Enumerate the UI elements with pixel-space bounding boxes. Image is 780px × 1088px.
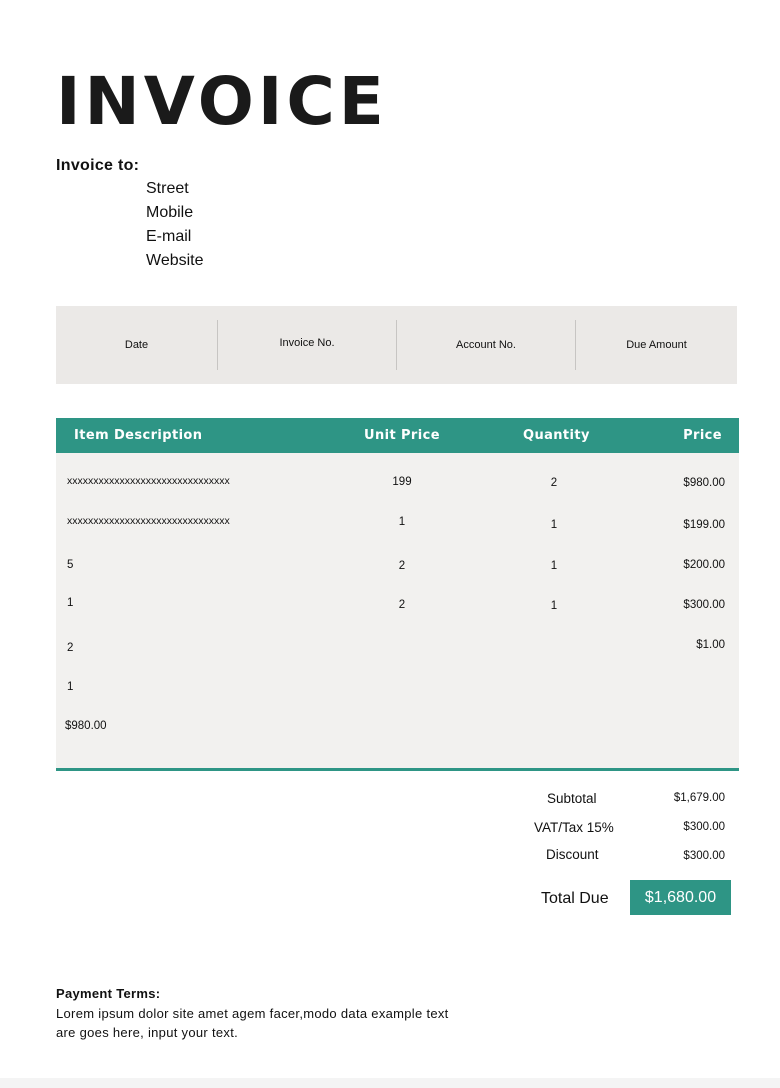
invoice-to-label: Invoice to:: [56, 157, 140, 174]
row-1-quantity: 2: [550, 477, 558, 489]
row-1-description: xxxxxxxxxxxxxxxxxxxxxxxxxxxxxxx: [67, 475, 230, 487]
invoice-title: INVOICE: [56, 63, 388, 140]
total-due-label: Total Due: [541, 890, 609, 907]
row-3-description: 5: [67, 559, 74, 571]
header-quantity: Quantity: [523, 428, 590, 443]
subtotal-value: $1,679.00: [673, 792, 725, 804]
row-2-price: $199.00: [683, 519, 725, 531]
footer-strip: [0, 1078, 780, 1088]
invoice-meta-bar: [56, 306, 737, 384]
row-2-quantity: 1: [550, 519, 558, 531]
table-body: [56, 453, 739, 768]
payment-terms-label: Payment Terms:: [56, 986, 161, 1001]
row-4-unit-price: 2: [398, 599, 406, 611]
meta-invoice-no: Invoice No.: [279, 337, 335, 349]
total-due-value: $1,680.00: [630, 880, 731, 915]
row-1-price: $980.00: [683, 477, 725, 489]
row-5-description: 2: [67, 642, 74, 654]
address-website: Website: [146, 252, 204, 269]
payment-terms-text: Lorem ipsum dolor site amet agem facer,modo data example text are goes here, input your text.: [56, 1006, 449, 1040]
meta-account-no: Account No.: [456, 339, 516, 351]
tax-value: $300.00: [683, 821, 725, 833]
meta-date: Date: [124, 339, 149, 351]
table-bottom-rule: [56, 768, 739, 771]
row-4-quantity: 1: [550, 600, 558, 612]
discount-label: Discount: [546, 847, 599, 862]
address-mobile: Mobile: [146, 204, 194, 221]
row-4-price: $300.00: [683, 599, 725, 611]
row-5-price: $1.00: [696, 639, 725, 651]
table-header: [56, 418, 739, 453]
row-2-unit-price: 1: [398, 516, 406, 528]
row-3-quantity: 1: [550, 560, 558, 572]
address-email: E-mail: [146, 228, 192, 245]
row-2-description: xxxxxxxxxxxxxxxxxxxxxxxxxxxxxxx: [67, 515, 230, 527]
tax-label: VAT/Tax 15%: [534, 820, 614, 835]
meta-due-amount: Due Amount: [626, 339, 687, 351]
header-unit-price: Unit Price: [364, 428, 440, 443]
subtotal-label: Subtotal: [547, 791, 597, 806]
header-item-description: Item Description: [74, 428, 203, 443]
row-1-unit-price: 199: [392, 476, 412, 488]
row-6-description: 1: [67, 681, 74, 693]
header-price: Price: [683, 428, 722, 443]
discount-value: $300.00: [683, 850, 725, 862]
row-3-price: $200.00: [683, 559, 725, 571]
address-street: Street: [146, 180, 189, 197]
row-3-unit-price: 2: [398, 560, 406, 572]
row-7-description: $980.00: [65, 720, 107, 732]
row-4-description: 1: [67, 597, 74, 609]
